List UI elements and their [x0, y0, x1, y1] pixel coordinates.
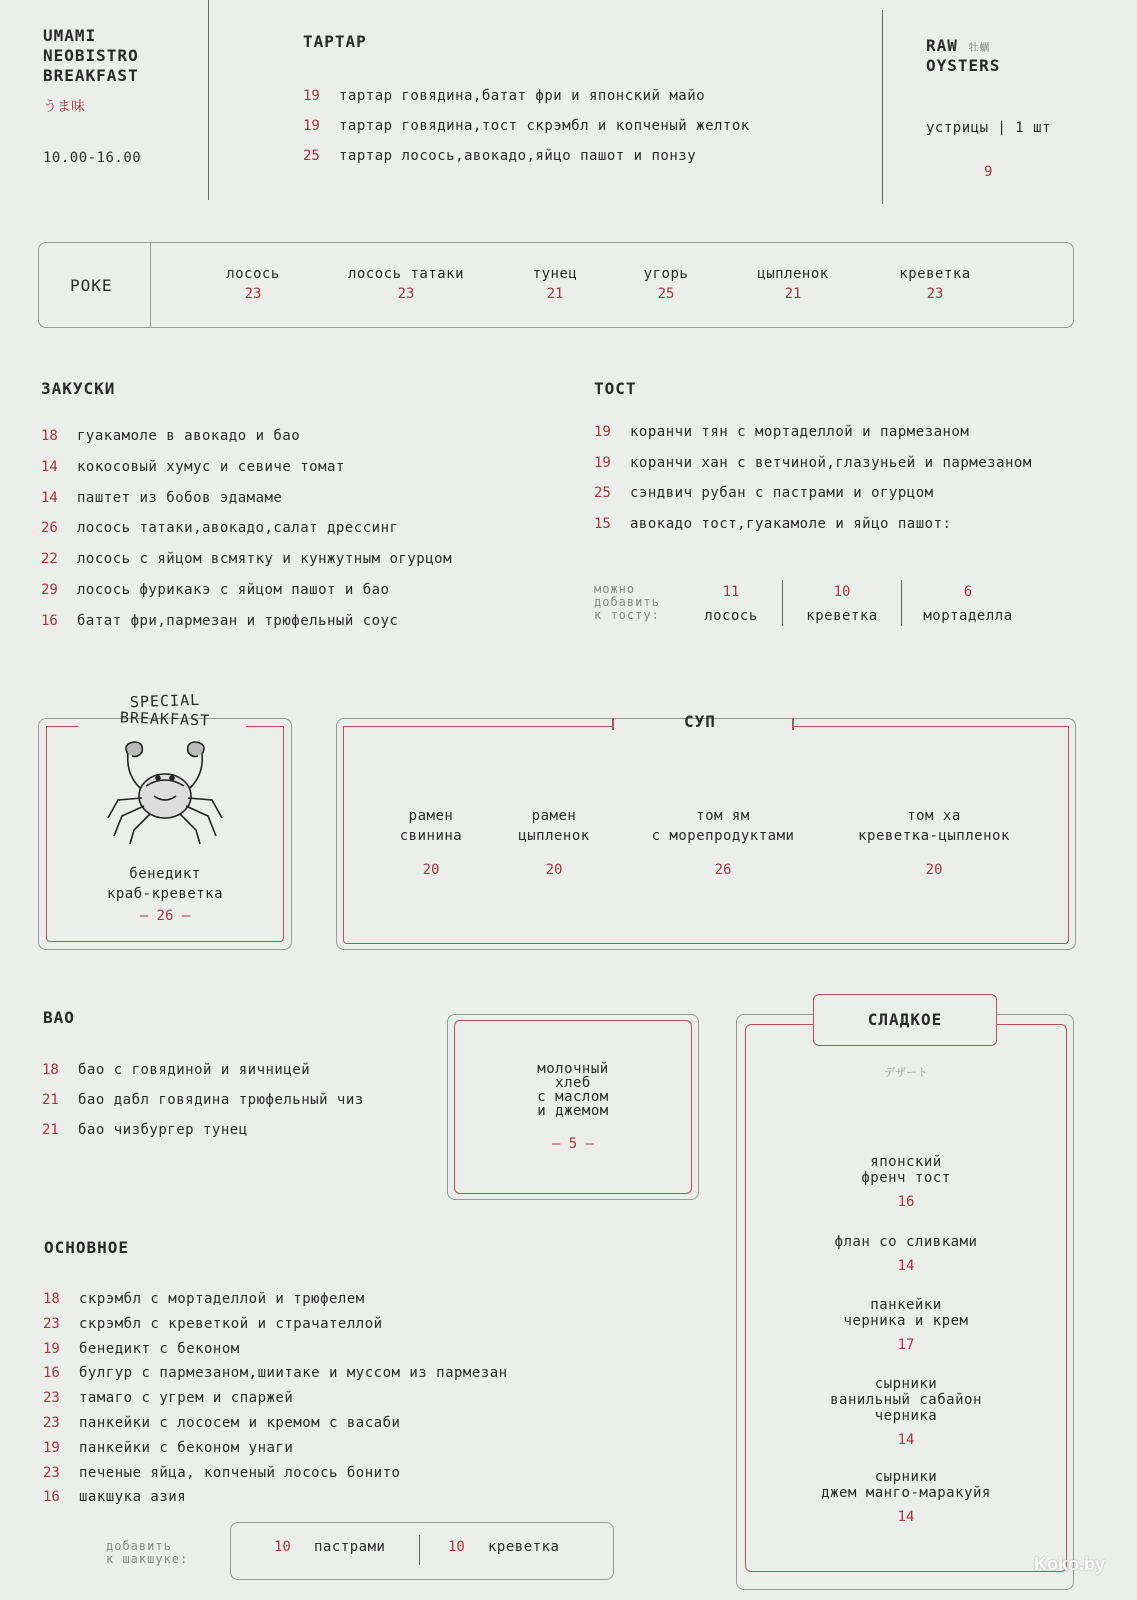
main-item-row [43, 1440, 293, 1456]
main-item-row [43, 1341, 240, 1357]
snack-item-price: 26 [41, 520, 58, 537]
bao-title: BAO [43, 1008, 75, 1027]
toast-addon-price: 10 [833, 584, 851, 600]
watermark: Koko.by [1034, 1554, 1106, 1574]
snack-item-price: 18 [41, 428, 58, 444]
main-item-price: 19 [43, 1439, 60, 1456]
poke-item-name: тунец [532, 266, 578, 282]
main-item-row [43, 1390, 293, 1406]
toast-item-name: коранчи хан с ветчиной,глазуньей и пармезаном [630, 454, 1032, 471]
bao-item-row [42, 1062, 310, 1078]
main-item-row [43, 1465, 400, 1481]
tartar-item-name: тартар лосось,авокадо,яйцо пашот и понзу [339, 148, 697, 164]
shakshuka-addon [448, 1539, 559, 1555]
dessert-item-line: френч тост [861, 1170, 951, 1186]
bread-price: — 5 — [551, 1136, 595, 1152]
snack-item-name: лосось фурикакэ с яйцом пашот и бао [77, 582, 390, 598]
dessert-item-line: черника и крем [843, 1313, 969, 1329]
soup-item-line1: том ям [696, 808, 750, 824]
toast-addon-price: 6 [963, 584, 973, 600]
main-title: ОСНОВНОЕ [44, 1238, 130, 1257]
shakshuka-addon-label: добавить к шакшуке: [106, 1539, 189, 1566]
toast-addon-name: мортаделла [923, 608, 1013, 624]
toast-item-price: 19 [594, 424, 611, 440]
main-item-row [43, 1489, 186, 1505]
special-top-rule-right [246, 726, 284, 727]
snack-item-price: 14 [41, 489, 58, 506]
snack-item-name: батат фри,пармезан и трюфельный соус [77, 612, 399, 629]
snack-item-row [41, 582, 390, 598]
soup-item-line2: с морепродуктами [651, 828, 795, 844]
toast-item-name: кoранчи тян с мортаделлой и пармезаном [630, 424, 970, 440]
soup-title: СУП [684, 712, 716, 731]
main-item-name: панкейки с лососем и кремом с васаби [79, 1415, 401, 1431]
tartar-item-row [303, 88, 705, 104]
toast-item-row [594, 516, 951, 532]
dessert-item-price: 16 [897, 1194, 915, 1210]
snack-item-row [41, 490, 282, 506]
main-item-price: 23 [43, 1464, 60, 1481]
soup-item-price: 20 [422, 862, 440, 878]
dessert-item-line: джем манго-маракуйя [821, 1485, 991, 1501]
poke-item-name: угорь [643, 266, 689, 282]
poke-item-name: цыпленок [757, 266, 829, 282]
poke-item-price: 21 [546, 286, 564, 302]
shakshuka-addon-name: пастрами [314, 1539, 386, 1555]
snack-item-row [41, 459, 345, 475]
snack-item-price: 29 [41, 582, 58, 598]
dessert-item-line: панкейки [870, 1297, 942, 1313]
snack-item-price: 16 [41, 612, 58, 629]
bao-item-name: бао дабл говядина трюфельный чиз [78, 1092, 364, 1108]
special-price: — 26 — [139, 908, 191, 924]
main-item-price: 19 [43, 1340, 60, 1357]
shakshuka-addon-name: креветка [488, 1539, 560, 1555]
main-item-name: скрэмбл с мортаделлой и трюфелем [79, 1291, 365, 1307]
snack-item-name: кокосовый хумус и севиче томат [77, 458, 345, 475]
tartar-item-price: 25 [303, 148, 320, 164]
brand-line-3: BREAKFAST [43, 66, 139, 85]
toast-title: ТОСТ [594, 379, 637, 398]
toast-item-name: авокадо тост,гуакамоле и яйцо пашот: [630, 515, 952, 532]
tartar-item-row [303, 118, 750, 134]
oysters-price: 9 [984, 164, 993, 180]
opening-hours: 10.00-16.00 [43, 150, 142, 166]
soup-item [623, 806, 823, 880]
snack-item-row [41, 551, 452, 567]
toast-item-price: 15 [594, 515, 611, 532]
divider [150, 243, 151, 327]
toast-addon-name: креветка [806, 608, 878, 624]
snack-item-name: лосось татаки,авокадо,салат дрессинг [77, 520, 399, 537]
main-item-name: скрэмбл с креветкой и страчателлой [79, 1315, 383, 1332]
soup-item-price: 20 [545, 862, 563, 878]
dessert-item-price: 14 [897, 1509, 915, 1525]
main-item-price: 23 [43, 1315, 60, 1332]
oysters-desc: устрицы | 1 шт [926, 120, 1052, 136]
snack-item-name: лосось с яйцом всмятку и кунжутным огурцом [77, 551, 453, 568]
soup-item-line2: креветка-цыпленок [858, 828, 1010, 844]
dessert-item [745, 1376, 1067, 1448]
dessert-item [745, 1297, 1067, 1353]
toast-addon-label: можно добавить к тосту: [594, 582, 660, 622]
special-top-rule-left [46, 726, 78, 727]
tartar-title: ТАРТАР [303, 32, 367, 51]
toast-item-name: сэндвич рубан с пастрами и огурцом [630, 485, 934, 501]
main-item-name: шакшука азия [79, 1489, 187, 1506]
divider [882, 10, 883, 204]
main-item-name: тамаго с угрем и спаржей [79, 1390, 294, 1407]
special-name: бенедикт краб-креветка [106, 866, 224, 902]
poke-item-price: 21 [784, 286, 802, 302]
soup-top-rule-left [343, 726, 613, 727]
dessert-title: СЛАДКОЕ [867, 1010, 943, 1029]
main-item-price: 16 [43, 1365, 60, 1382]
dessert-item-price: 17 [897, 1337, 915, 1353]
poke-item-price: 25 [657, 286, 675, 302]
main-item-name: панкейки с беконом унаги [79, 1439, 294, 1456]
snack-item-row [41, 520, 398, 536]
dessert-jp: デザート [884, 1066, 928, 1079]
snack-item-row [41, 428, 300, 444]
toast-addon [898, 584, 1038, 624]
divider [782, 580, 783, 626]
snack-item-name: паштет из бобов эдамаме [77, 489, 283, 506]
soup-item-line2: цыпленок [518, 828, 590, 844]
main-item-name: булгур с пармезаном,шиитаке и муссом из пармезан [79, 1365, 508, 1382]
dessert-item-line: японский [870, 1154, 942, 1170]
main-item-price: 23 [43, 1390, 60, 1407]
poke-title: POKE [70, 276, 113, 295]
oysters-title-2: OYSTERS [926, 56, 1001, 75]
bao-item-price: 21 [42, 1092, 59, 1108]
dessert-item-price: 14 [897, 1432, 915, 1448]
soup-item-price: 26 [714, 862, 732, 878]
soup-top-rule-right [792, 726, 1069, 727]
dessert-item-line: флан со сливками [834, 1234, 978, 1250]
poke-item-price: 23 [926, 286, 944, 302]
poke-item-name: лосось татаки [347, 266, 465, 282]
tartar-item-name: тартар говядина,тост скрэмбл и копченый желток [339, 118, 750, 134]
brand-jp: うま味 [43, 99, 85, 115]
poke-item [855, 266, 1015, 302]
soup-item-line1: рамен [531, 808, 577, 824]
poke-item-price: 23 [244, 286, 262, 302]
shakshuka-addon [274, 1539, 385, 1555]
main-item-price: 23 [43, 1415, 60, 1431]
dessert-item [745, 1234, 1067, 1274]
tartar-item-price: 19 [303, 88, 320, 104]
main-item-name: бенедикт с беконом [79, 1340, 240, 1357]
snack-item-name: гуакамоле в авокадо и бао [77, 428, 301, 444]
dessert-item-line: сырники [874, 1469, 938, 1485]
main-item-row [43, 1316, 383, 1332]
brand-block [43, 26, 139, 86]
toast-addon [772, 584, 912, 624]
toast-item-row [594, 485, 934, 501]
poke-item-price: 23 [397, 286, 415, 302]
toast-item-row [594, 424, 969, 440]
snack-item-price: 22 [41, 551, 58, 568]
toast-item-price: 25 [594, 485, 611, 501]
soup-item-line2: свинина [399, 828, 463, 844]
dessert-item-line: черника [874, 1408, 938, 1424]
soup-item-line1: том ха [907, 808, 961, 824]
toast-addon-price: 11 [722, 584, 740, 600]
main-item-row [43, 1365, 508, 1381]
oysters-title-1: RAW 牡蠣 [926, 36, 991, 55]
dessert-item-line: ванильный сабайон [830, 1392, 982, 1408]
main-item-price: 16 [43, 1489, 60, 1506]
toast-item-price: 19 [594, 454, 611, 471]
oysters-jp: 牡蠣 [968, 43, 991, 54]
tartar-item-name: тартар говядина,батат фри и японский майо [339, 88, 706, 104]
shakshuka-addon-price: 10 [448, 1539, 465, 1555]
soup-item-line1: рамен [408, 808, 454, 824]
toast-item-row [594, 455, 1032, 471]
crab-icon [104, 738, 226, 846]
bao-item-name: бао с говядиной и яичницей [78, 1062, 311, 1078]
dessert-item [745, 1154, 1067, 1210]
snack-item-price: 14 [41, 458, 58, 475]
poke-item-name: креветка [899, 266, 971, 282]
dessert-item [745, 1469, 1067, 1525]
soup-tick-right [792, 718, 794, 730]
soup-tick-left [612, 718, 614, 730]
soup-item [834, 806, 1034, 880]
tartar-item-row [303, 148, 696, 164]
divider [419, 1535, 420, 1565]
poke-item [173, 266, 333, 302]
main-item-row [43, 1291, 365, 1307]
dessert-item-line: сырники [874, 1376, 938, 1392]
poke-item [713, 266, 873, 302]
poke-item [326, 266, 486, 302]
main-item-price: 18 [43, 1291, 60, 1307]
main-item-name: печеные яйца, копченый лосось бонито [79, 1464, 401, 1481]
dessert-item-price: 14 [897, 1258, 915, 1274]
soup-item-price: 20 [925, 862, 943, 878]
divider [208, 0, 209, 200]
tartar-item-price: 19 [303, 118, 320, 134]
brand-line-2: NEOBISTRO [43, 46, 139, 65]
toast-addon-name: лосось [704, 608, 758, 624]
bread-name: молочный хлеб с маслом и джемом [537, 1061, 609, 1119]
special-title: SPECIAL BREAKFAST [119, 690, 211, 730]
bao-item-price: 21 [42, 1122, 59, 1138]
bao-item-row [42, 1122, 248, 1138]
snacks-title: ЗАКУСКИ [41, 379, 116, 398]
poke-item-name: лосось [226, 266, 280, 282]
bao-item-row [42, 1092, 364, 1108]
divider [901, 580, 902, 626]
brand-line-1: UMAMI [43, 26, 97, 45]
snack-item-row [41, 613, 398, 629]
main-item-row [43, 1415, 400, 1431]
shakshuka-addon-price: 10 [274, 1539, 291, 1555]
bao-item-price: 18 [42, 1062, 59, 1078]
bao-item-name: бао чизбургер тунец [78, 1122, 248, 1138]
